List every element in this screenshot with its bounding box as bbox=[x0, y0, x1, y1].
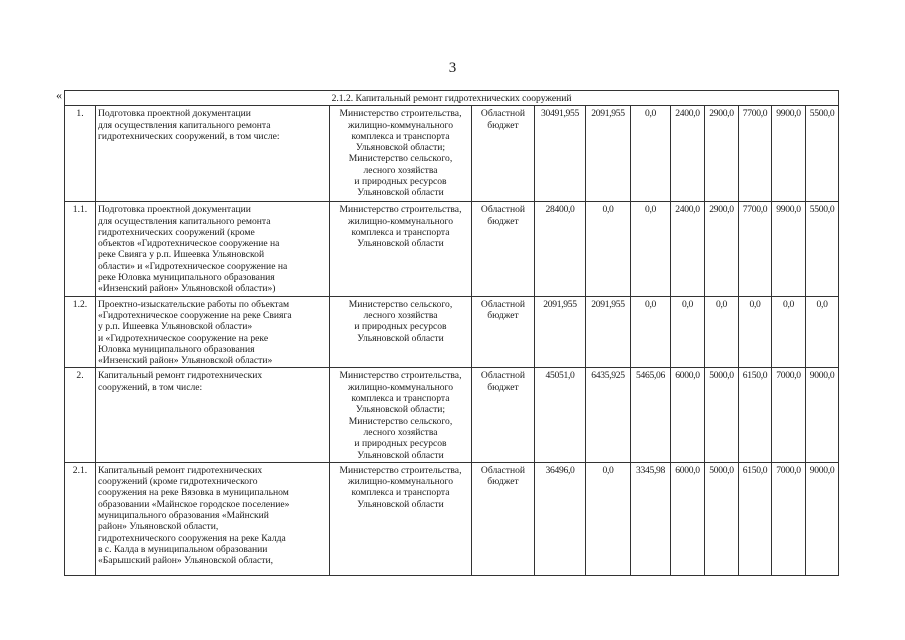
executor: Министерство строительства, жилищно-коммунального комплекса и транспорта Ульяновской области; Министерство сельского, лесного хозяйства и природных ресурсов Ульяновской области bbox=[330, 368, 472, 462]
measure-name: Подготовка проектной документации для осуществления капитального ремонта гидротехнических сооружений (кроме объектов «Гидротехническое сооружение на реке Свияга у р.п. Ишеевка Ульяновской области» и «Гидротехническое сооружение на реке Юловка муниципального образования «Инзенский район» Ульяновской области») bbox=[96, 202, 330, 296]
funding-source: Областной бюджет bbox=[472, 202, 535, 296]
value-year-6: 0,0 bbox=[772, 296, 806, 368]
value-year-7: 5500,0 bbox=[806, 202, 839, 296]
value-year-1: 0,0 bbox=[586, 202, 631, 296]
value-year-4: 0,0 bbox=[705, 296, 739, 368]
value-year-2: 0,0 bbox=[631, 202, 671, 296]
measure-name: Проектно-изыскательские работы по объектам «Гидротехническое сооружение на реке Свияга у р.п. Ишеевка Ульяновской области» и «Гидротехническое сооружение на реке Юловка муниципального образования «Инзенский район» Ульяновской области» bbox=[96, 296, 330, 368]
table-row bbox=[65, 296, 839, 368]
value-year-1: 2091,955 bbox=[586, 296, 631, 368]
value-year-6: 9900,0 bbox=[772, 202, 806, 296]
value-total: 36496,0 bbox=[535, 462, 586, 575]
value-total: 28400,0 bbox=[535, 202, 586, 296]
value-year-7: 0,0 bbox=[806, 296, 839, 368]
value-year-1: 2091,955 bbox=[586, 106, 631, 202]
funding-source: Областной бюджет bbox=[472, 368, 535, 462]
opening-quote-mark: « bbox=[56, 88, 62, 102]
section-title: 2.1.2. Капитальный ремонт гидротехнических сооружений bbox=[65, 91, 839, 106]
value-year-3: 6000,0 bbox=[671, 368, 705, 462]
value-year-1: 6435,925 bbox=[586, 368, 631, 462]
value-year-6: 7000,0 bbox=[772, 368, 806, 462]
value-year-4: 2900,0 bbox=[705, 106, 739, 202]
value-year-2: 0,0 bbox=[631, 106, 671, 202]
value-year-6: 7000,0 bbox=[772, 462, 806, 575]
measure-name: Подготовка проектной документации для осуществления капитального ремонта гидротехнических сооружений, в том числе: bbox=[96, 106, 330, 202]
value-year-7: 5500,0 bbox=[806, 106, 839, 202]
executor: Министерство строительства, жилищно-коммунального комплекса и транспорта Ульяновской области; Министерство сельского, лесного хозяйства и природных ресурсов Ульяновской области bbox=[330, 106, 472, 202]
section-header-row bbox=[65, 91, 839, 106]
measure-name: Капитальный ремонт гидротехнических сооружений (кроме гидротехнического сооружения на реке Вязовка в муниципальном образовании «Майнское городское поселение» муниципального образования «Майнский район» Ульяновской области, гидротехнического сооружения на реке Калда в с. Калда в муниципальном образовании «Барышский район» Ульяновской области, bbox=[96, 462, 330, 575]
executor: Министерство строительства, жилищно-коммунального комплекса и транспорта Ульяновской области bbox=[330, 462, 472, 575]
value-year-3: 2400,0 bbox=[671, 106, 705, 202]
value-year-1: 0,0 bbox=[586, 462, 631, 575]
table-row bbox=[65, 106, 839, 202]
value-year-7: 9000,0 bbox=[806, 462, 839, 575]
table-row bbox=[65, 368, 839, 462]
value-year-2: 3345,98 bbox=[631, 462, 671, 575]
funding-source: Областной бюджет bbox=[472, 462, 535, 575]
row-number: 2.1. bbox=[65, 462, 96, 575]
value-year-2: 5465,06 bbox=[631, 368, 671, 462]
value-total: 30491,955 bbox=[535, 106, 586, 202]
value-total: 45051,0 bbox=[535, 368, 586, 462]
value-year-5: 6150,0 bbox=[739, 368, 772, 462]
funding-source: Областной бюджет bbox=[472, 106, 535, 202]
value-total: 2091,955 bbox=[535, 296, 586, 368]
row-number: 1. bbox=[65, 106, 96, 202]
value-year-5: 6150,0 bbox=[739, 462, 772, 575]
value-year-3: 2400,0 bbox=[671, 202, 705, 296]
table-row bbox=[65, 202, 839, 296]
measure-name: Капитальный ремонт гидротехнических сооружений, в том числе: bbox=[96, 368, 330, 462]
value-year-3: 0,0 bbox=[671, 296, 705, 368]
row-number: 1.1. bbox=[65, 202, 96, 296]
funding-source: Областной бюджет bbox=[472, 296, 535, 368]
program-table bbox=[64, 90, 839, 576]
value-year-2: 0,0 bbox=[631, 296, 671, 368]
table-row bbox=[65, 462, 839, 575]
value-year-4: 5000,0 bbox=[705, 368, 739, 462]
value-year-7: 9000,0 bbox=[806, 368, 839, 462]
value-year-4: 2900,0 bbox=[705, 202, 739, 296]
value-year-5: 7700,0 bbox=[739, 106, 772, 202]
value-year-6: 9900,0 bbox=[772, 106, 806, 202]
value-year-3: 6000,0 bbox=[671, 462, 705, 575]
value-year-5: 0,0 bbox=[739, 296, 772, 368]
executor: Министерство строительства, жилищно-коммунального комплекса и транспорта Ульяновской области bbox=[330, 202, 472, 296]
page-number: 3 bbox=[448, 60, 457, 76]
executor: Министерство сельского, лесного хозяйства и природных ресурсов Ульяновской области bbox=[330, 296, 472, 368]
row-number: 2. bbox=[65, 368, 96, 462]
value-year-4: 5000,0 bbox=[705, 462, 739, 575]
row-number: 1.2. bbox=[65, 296, 96, 368]
value-year-5: 7700,0 bbox=[739, 202, 772, 296]
